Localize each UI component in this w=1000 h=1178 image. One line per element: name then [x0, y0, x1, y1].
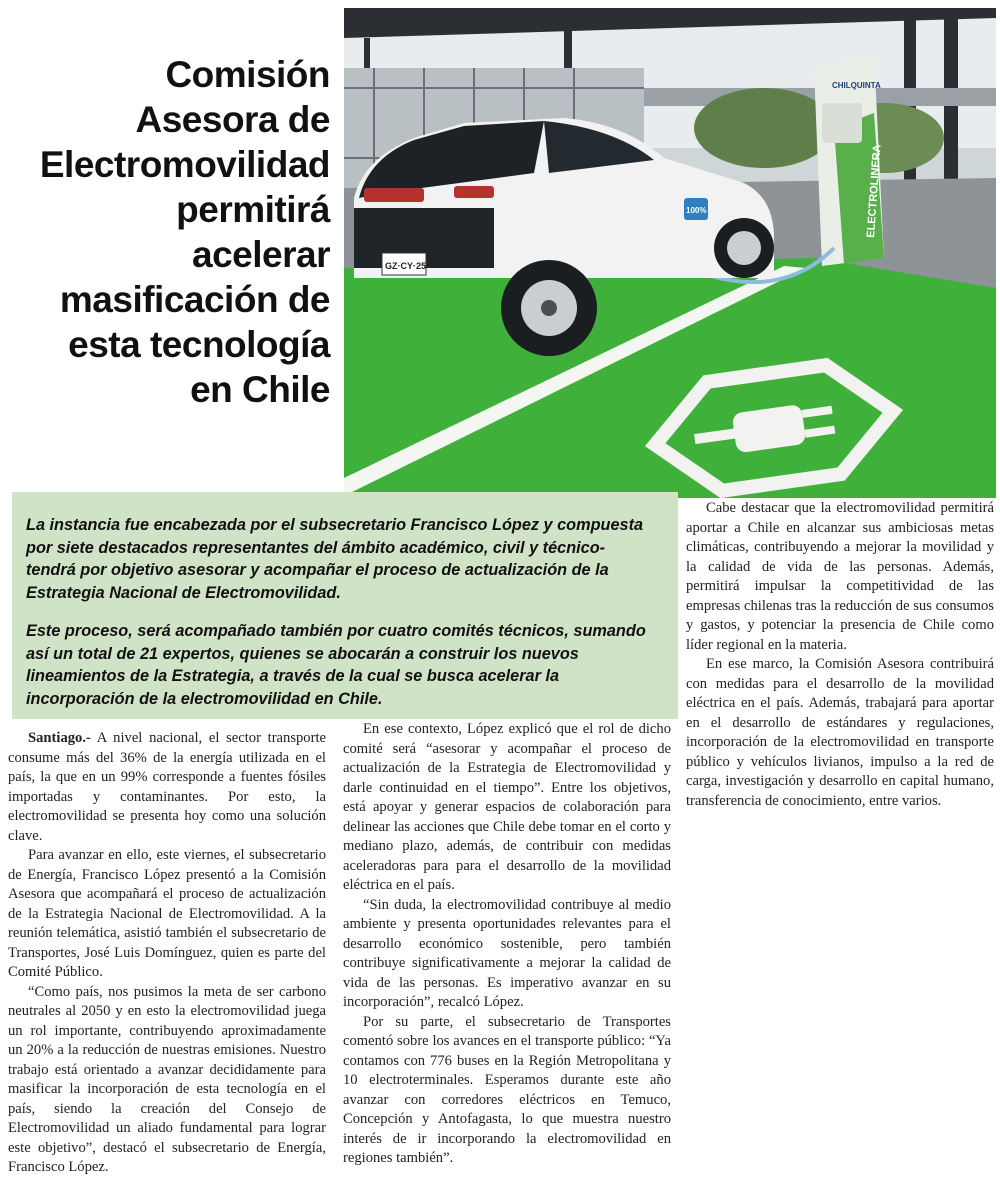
- headline-line: en Chile: [190, 369, 330, 410]
- headline-line: permitirá: [176, 189, 330, 230]
- headline-line: acelerar: [192, 234, 330, 275]
- article-column-1: [8, 729, 326, 1178]
- article-column-2: [343, 720, 671, 1169]
- ev-charging-photo: [344, 8, 996, 498]
- car-badge: 100%: [686, 206, 707, 215]
- lead-summary: [12, 492, 678, 719]
- license-plate: GZ·CY·25: [385, 261, 427, 271]
- body-paragraph: En ese marco, la Comisión Asesora contribuirá con medidas para el desarrollo de la movilidad eléctrica en el país. Además, trabajará para aportar en el desarrollo de estándares y regulaciones, incorporación de la electromovilidad en transporte público y vehículos livianos, impulso a la red de carga, investigación y desarrollo en capital humano, transferencia de conocimiento, entre varios.: [686, 656, 994, 809]
- headline-line: Asesora de: [135, 99, 330, 140]
- body-text: A nivel nacional, el sector transporte consume más del 36% de la energía utilizada en el país, la que en un 99% corresponde a fuentes fósiles importadas y contaminantes. Por esto, la electromovilidad se presenta hoy como una solución clave.: [8, 730, 326, 844]
- headline-line: Electromovilidad: [39, 144, 330, 185]
- charger-side-text: ELECTROLINERA: [865, 144, 884, 239]
- headline-line: masificación de: [59, 279, 330, 320]
- lead-paragraph: Este proceso, será acompañado también por cuatro comités técnicos, sumando así un total de 21 expertos, quienes se abocarán a construir los nuevos lineamientos de la Estrategia, a través de la cual se busca acelerar la incorporación de la electromovilidad en Chile.: [26, 622, 646, 708]
- body-paragraph: [8, 729, 326, 846]
- body-paragraph: Por su parte, el subsecretario de Transportes comentó sobre los avances en el transporte público: “Ya contamos con 776 buses en la Región Metropolitana y 10 electroterminales. Esperamos durante este año avanzar con corredores eléctricos en Temuco, Concepción y Antofagasta, lo que muestra nuestro interés de ir incorporando la electromovilidad en regiones también”.: [343, 1013, 671, 1166]
- dateline: Santiago.-: [28, 730, 91, 746]
- body-paragraph: Cabe destacar que la electromovilidad permitirá aportar a Chile en alcanzar sus ambiciosas metas climáticas, contribuyendo a mejorar la movilidad y la calidad de vida de las personas. Además, permitirá impulsar la competitividad de las empresas chilenas tras la reducción de sus consumos y gastos, y potenciar la presencia de Chile como líder regional en la materia.: [686, 500, 994, 653]
- body-paragraph: En ese contexto, López explicó que el rol de dicho comité será “asesorar y acompañar el proceso de actualización de la Estrategia de Electromovilidad y darle continuidad en el tiempo”. Entre los objetivos, está apoyar y generar espacios de colaboración para delinear las acciones que Chile debe tomar en el corto y mediano plazo, además, de contribuir con medidas aceleradoras para para el desarrollo de la movilidad eléctrica en el país.: [343, 721, 671, 893]
- body-paragraph: Para avanzar en ello, este viernes, el subsecretario de Energía, Francisco López presentó a la Comisión Asesora que acompañará el proceso de actualización de la Estrategia Nacional de Electromovilidad. A la reunión telemática, asistió también el subsecretario de Transportes, José Luis Domínguez, quien es parte del Comité Público.: [8, 847, 326, 980]
- body-paragraph: “Sin duda, la electromovilidad contribuye al medio ambiente y presenta oportunidades relevantes para el desarrollo económico sostenible, pero también contribuye significativamente a mejorar la calidad de vida de las personas. Es imperativo avanzar en su incorporación”, recalcó López.: [343, 896, 671, 1010]
- headline-line: Comisión: [165, 54, 330, 95]
- article-column-3: [686, 499, 994, 811]
- headline: [8, 52, 330, 412]
- headline-line: esta tecnología: [68, 324, 330, 365]
- lead-paragraph: La instancia fue encabezada por el subsecretario Francisco López y compuesta por siete destacados representantes del ámbito académico, civil y técnico- tendrá por objetivo asesorar y acompañar el proceso de actualización de la Estrategia Nacional de Electromovilidad.: [26, 516, 644, 602]
- body-paragraph: “Como país, nos pusimos la meta de ser carbono neutrales al 2050 y en esto la electromovilidad juega un rol importante, contribuyendo aproximadamente un 20% a la reducción de nuestras emisiones. Nuestro trabajo está orientado a avanzar decididamente para masificar la incorporación de esta tecnología en el país, siendo la creación del Consejo de Electromovilidad un aliado fundamental para lograr este objetivo”, destacó el subsecretario de Energía, Francisco López.: [8, 983, 326, 1175]
- charger-brand: CHILQUINTA: [832, 81, 881, 90]
